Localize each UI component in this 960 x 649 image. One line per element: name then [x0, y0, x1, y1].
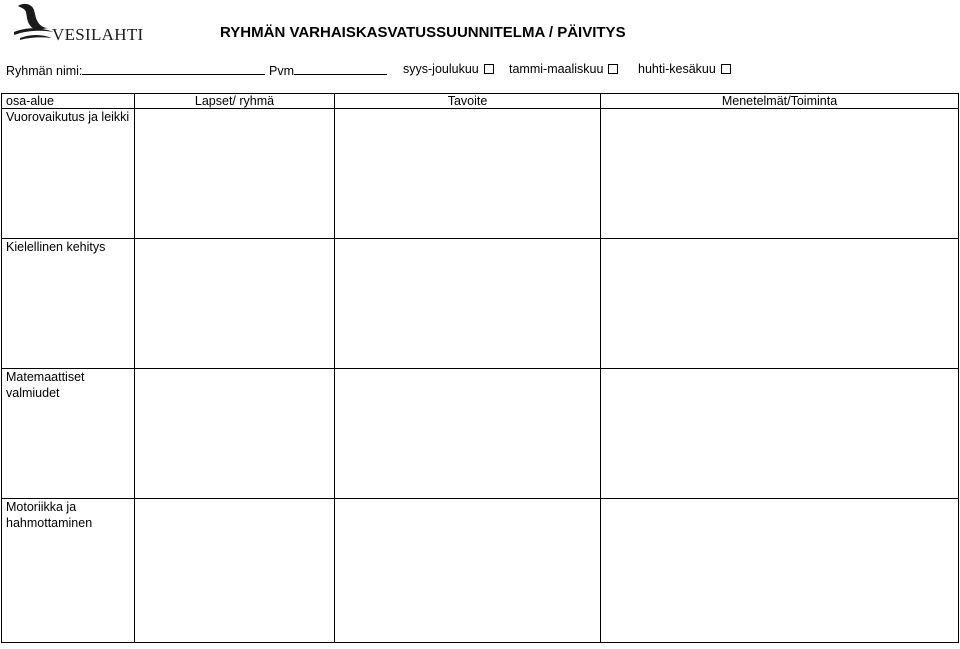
- goal-cell[interactable]: [335, 369, 601, 499]
- period-label-1: syys-joulukuu: [403, 62, 479, 76]
- date-line: [294, 62, 387, 75]
- group-name-line: [82, 62, 265, 75]
- children-cell[interactable]: [135, 499, 335, 643]
- column-header-methods: Menetelmät/Toiminta: [601, 94, 959, 109]
- children-cell[interactable]: [135, 369, 335, 499]
- goal-cell[interactable]: [335, 109, 601, 239]
- methods-cell[interactable]: [601, 369, 959, 499]
- period-label-3: huhti-kesäkuu: [638, 62, 716, 76]
- period-option-1[interactable]: [403, 62, 494, 76]
- checkbox-icon[interactable]: [721, 64, 731, 74]
- period-option-2[interactable]: [509, 62, 618, 76]
- period-option-3[interactable]: [638, 62, 731, 76]
- column-header-area: osa-alue: [2, 94, 135, 109]
- methods-cell[interactable]: [601, 499, 959, 643]
- date-label: Pvm: [269, 64, 294, 78]
- period-label-2: tammi-maaliskuu: [509, 62, 604, 76]
- column-header-children: Lapset/ ryhmä: [135, 94, 335, 109]
- goal-cell[interactable]: [335, 499, 601, 643]
- row-label: Kielellinen kehitys: [2, 239, 135, 369]
- page-title: RYHMÄN VARHAISKASVATUSSUUNNITELMA / PÄIVITYS: [220, 24, 626, 41]
- goal-cell[interactable]: [335, 239, 601, 369]
- children-cell[interactable]: [135, 109, 335, 239]
- methods-cell[interactable]: [601, 239, 959, 369]
- vesilahti-logo: [12, 2, 142, 42]
- row-label: Matemaattiset valmiudet: [2, 369, 135, 499]
- table-row: [2, 239, 959, 369]
- group-name-label: Ryhmän nimi:: [6, 64, 83, 78]
- plan-table: [1, 93, 959, 643]
- table-row: [2, 499, 959, 643]
- date-field[interactable]: [269, 62, 387, 78]
- children-cell[interactable]: [135, 239, 335, 369]
- table-row: [2, 369, 959, 499]
- table-row: [2, 109, 959, 239]
- checkbox-icon[interactable]: [484, 64, 494, 74]
- row-label: Vuorovaikutus ja leikki: [2, 109, 135, 239]
- checkbox-icon[interactable]: [608, 64, 618, 74]
- column-header-goal: Tavoite: [335, 94, 601, 109]
- methods-cell[interactable]: [601, 109, 959, 239]
- logo-text: VESILAHTI: [52, 25, 144, 44]
- table-header-row: [2, 94, 959, 109]
- group-name-field[interactable]: [6, 62, 265, 78]
- row-label: Motoriikka ja hahmottaminen: [2, 499, 135, 643]
